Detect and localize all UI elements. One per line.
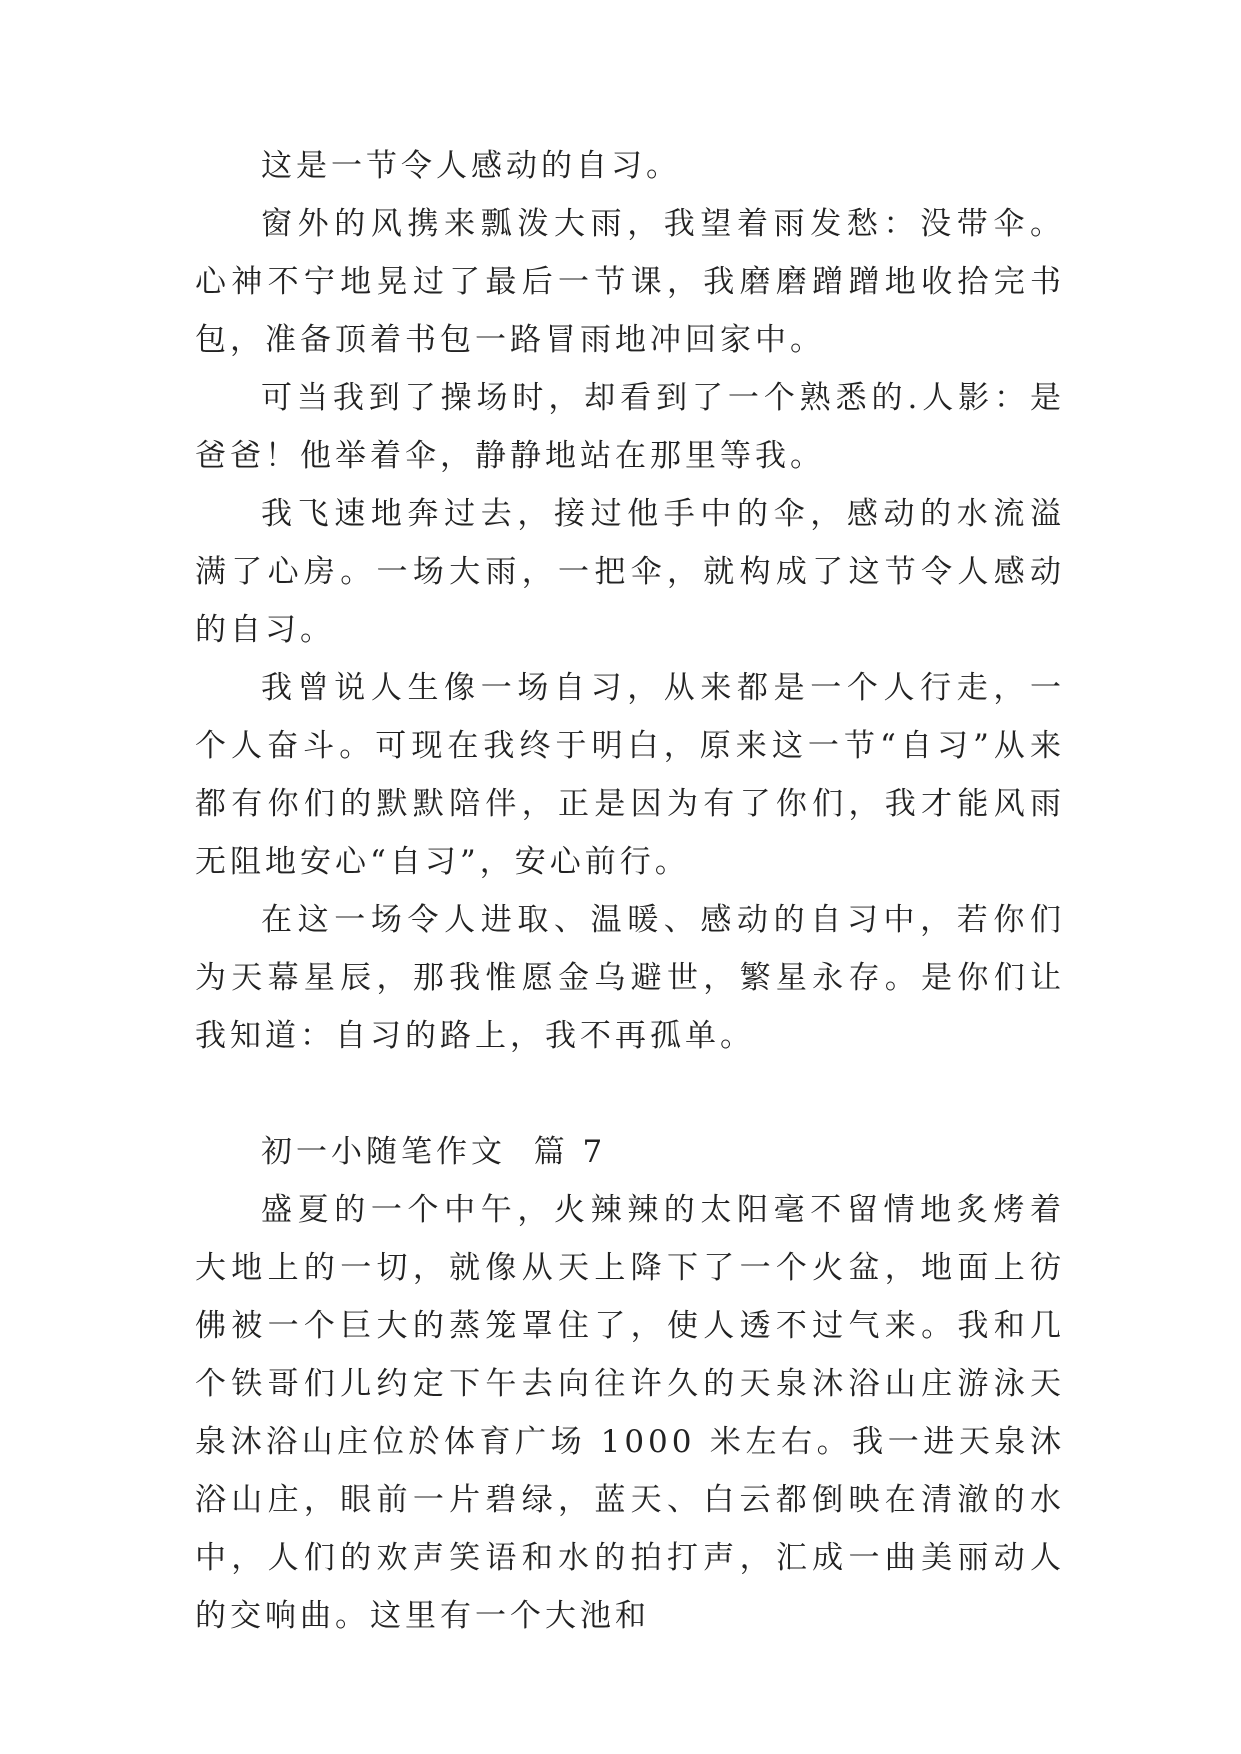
- paragraph-7: 盛夏的一个中午，火辣辣的太阳毫不留情地炙烤着大地上的一切，就像从天上降下了一个火盆，地面上彷佛被一个巨大的蒸笼罩住了，使人透不过气来。我和几个铁哥们儿约定下午去向往许久的天泉沐浴山庄游泳天泉沐浴山庄位於体育广场 1000 米左右。我一进天泉沐浴山庄，眼前一片碧绿，蓝天、白云都倒映在清澈的水中，人们的欢声笑语和水的拍打声，汇成一曲美丽动人的交响曲。这里有一个大池和: [195, 1192, 1065, 1634]
- paragraph-6: 在这一场令人进取、温暖、感动的自习中，若你们为天幕星辰，那我惟愿金乌避世，繁星永存。是你们让我知道：自习的路上，我不再孤单。: [195, 902, 1065, 1054]
- paragraph-3: 可当我到了操场时，却看到了一个熟悉的.人影：是爸爸！他举着伞，静静地站在那里等我。: [195, 380, 1065, 474]
- essay-body: [195, 137, 1065, 1645]
- paragraph-1: 这是一节令人感动的自习。: [261, 148, 681, 184]
- paragraph-5: 我曾说人生像一场自习，从来都是一个人行走，一个人奋斗。可现在我终于明白，原来这一节“自习”从来都有你们的默默陪伴，正是因为有了你们，我才能风雨无阻地安心“自习”，安心前行。: [195, 670, 1065, 880]
- section-heading: 初一小随笔作文 篇 7: [261, 1134, 607, 1170]
- paragraph-2: 窗外的风携来瓢泼大雨，我望着雨发愁：没带伞。心神不宁地晃过了最后一节课，我磨磨蹭蹭地收拾完书包，准备顶着书包一路冒雨地冲回家中。: [195, 206, 1065, 358]
- paragraph-4: 我飞速地奔过去，接过他手中的伞，感动的水流溢满了心房。一场大雨，一把伞，就构成了这节令人感动的自习。: [195, 496, 1065, 648]
- section-gap: [195, 1065, 1065, 1123]
